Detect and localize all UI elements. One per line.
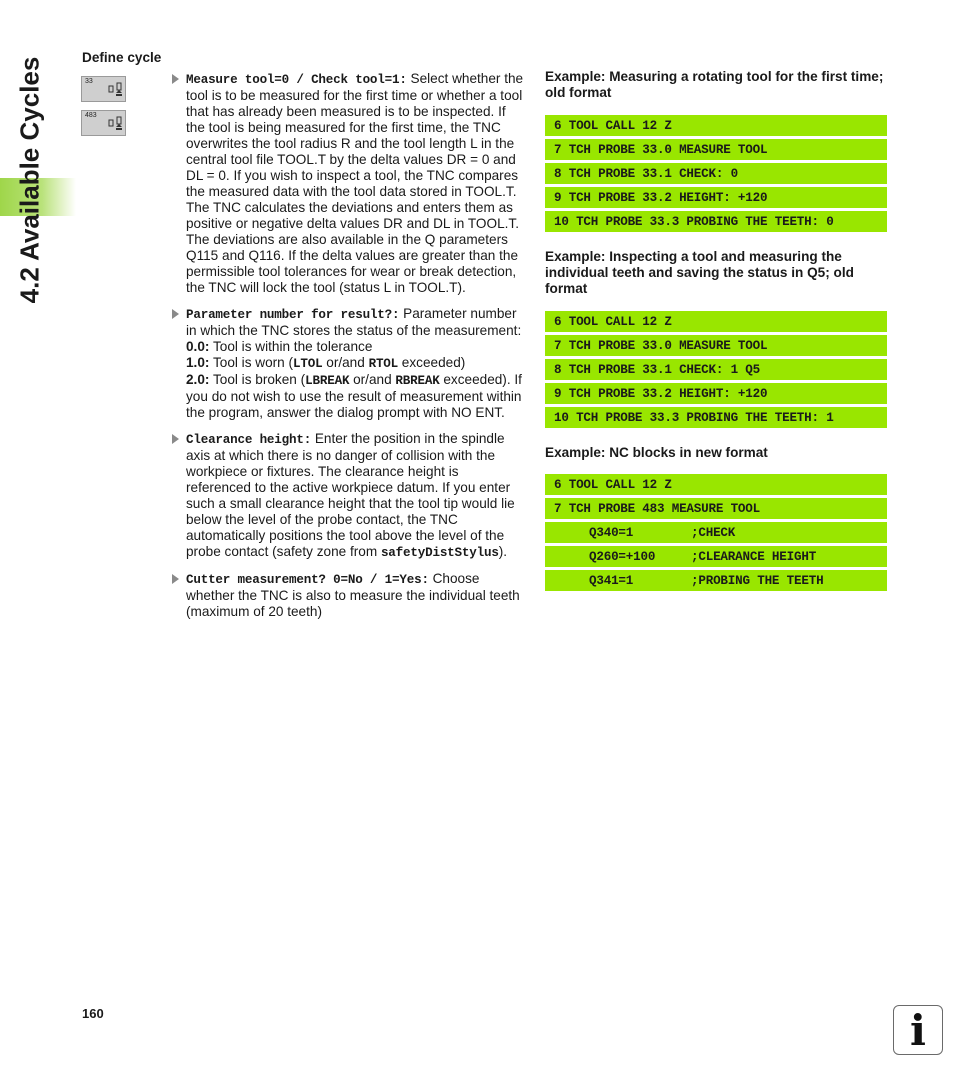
code-block-example-3 bbox=[545, 474, 887, 594]
param-clearance-height: Clearance height: Enter the position in the spindle axis at which there is no danger of collision with the workpiece or fixtures. The clearance height is referenced to the active workpiece datum. If you enter such a small clearance height that the tool tip would lie below the level of the probe contact, the TNC automatically positions the tool above the level of the probe contact (safety zone from safetyDistStylus). bbox=[172, 431, 524, 561]
example-heading: Example: Inspecting a tool and measuring the individual teeth and saving the status in Q5; old format bbox=[545, 249, 854, 296]
param-description: Enter the position in the spindle axis at which there is no danger of collision with the workpiece or fixtures. The clearance height is referenced to the active workpiece datum. If you enter such a small clearance height that the tool tip would lie below the level of the probe contact, the TNC automatically positions the tool above the level of the probe contact (safety zone from bbox=[186, 431, 515, 559]
cycle-33-softkey bbox=[81, 76, 126, 102]
tool-probe-cycle-icon bbox=[108, 116, 124, 132]
param-description: Parameter number in which the TNC stores the status of the measurement: bbox=[186, 306, 522, 338]
param-result bbox=[172, 306, 524, 421]
nc-block-line: 8 TCH PROBE 33.1 CHECK: 1 Q5 bbox=[545, 359, 887, 380]
nc-block-line: 7 TCH PROBE 483 MEASURE TOOL bbox=[545, 498, 887, 519]
code-block-example-2 bbox=[545, 311, 887, 431]
nc-block-line: 6 TOOL CALL 12 Z bbox=[545, 474, 887, 495]
tool-probe-cycle-icon bbox=[108, 82, 124, 98]
nc-block-line: 7 TCH PROBE 33.0 MEASURE TOOL bbox=[545, 335, 887, 356]
cycle-number: 33 bbox=[85, 78, 93, 85]
section-title: Define cycle bbox=[82, 50, 162, 65]
example-heading: Example: Measuring a rotating tool for the first time; old format bbox=[545, 69, 884, 100]
nc-block-line: 6 TOOL CALL 12 Z bbox=[545, 115, 887, 136]
nc-block-line: 6 TOOL CALL 12 Z bbox=[545, 311, 887, 332]
info-icon: i bbox=[893, 1005, 943, 1055]
status-0: 0.0: Tool is within the tolerance bbox=[186, 339, 373, 354]
nc-param-line: Q341=1 ;PROBING THE TEETH bbox=[545, 570, 887, 591]
parameter-descriptions bbox=[172, 71, 524, 630]
nc-param-line: Q260=+100 ;CLEARANCE HEIGHT bbox=[545, 546, 887, 567]
nc-block-line: 9 TCH PROBE 33.2 HEIGHT: +120 bbox=[545, 383, 887, 404]
status-1: 1.0: Tool is worn (LTOL or/and RTOL exceeded) bbox=[186, 355, 466, 371]
nc-param-line: Q340=1 ;CHECK bbox=[545, 522, 887, 543]
nc-block-line: 10 TCH PROBE 33.3 PROBING THE TEETH: 1 bbox=[545, 407, 887, 428]
code-block-example-1 bbox=[545, 115, 887, 235]
page-number: 160 bbox=[82, 1006, 104, 1021]
param-label: Clearance height: bbox=[186, 433, 312, 447]
nc-block-line: 7 TCH PROBE 33.0 MEASURE TOOL bbox=[545, 139, 887, 160]
param-label: Cutter measurement? 0=No / 1=Yes: bbox=[186, 573, 429, 587]
triangle-bullet-icon bbox=[172, 74, 179, 84]
param-code: safetyDistStylus bbox=[380, 546, 499, 560]
chapter-title: 4.2 Available Cycles bbox=[14, 56, 45, 304]
status-2: 2.0: Tool is broken (LBREAK or/and RBREAK exceeded). If you do not wish to use the result of measurement within the program, answer the dialog prompt with NO ENT. bbox=[186, 372, 522, 420]
cycle-number: 483 bbox=[85, 112, 97, 119]
triangle-bullet-icon bbox=[172, 309, 179, 319]
param-description: Select whether the tool is to be measured for the first time or whether a tool that has already been measured is to be inspected. If the tool is being measured for the first time, the TNC overwrites the tool radius R and the tool length L in the central tool file TOOL.T by the delta values DR = 0 and DL = 0. If you wish to inspect a tool, the TNC compares the measured data with the tool data stored in TOOL.T. The TNC calculates the deviations and enters them as positive or negative delta values DR and DL in TOOL.T. The deviations are also available in the Q parameters Q115 and Q116. If the delta values are greater than the permissible tool tolerances for wear or break detection, the TNC will lock the tool (status L in TOOL.T). bbox=[186, 71, 524, 295]
triangle-bullet-icon bbox=[172, 434, 179, 444]
param-measure-tool bbox=[172, 71, 524, 296]
nc-block-line: 10 TCH PROBE 33.3 PROBING THE TEETH: 0 bbox=[545, 211, 887, 232]
example-heading: Example: NC blocks in new format bbox=[545, 445, 768, 460]
param-label: Parameter number for result?: bbox=[186, 308, 400, 322]
param-description: Choose whether the TNC is also to measure the individual teeth (maximum of 20 teeth) bbox=[186, 571, 520, 619]
param-label: Measure tool=0 / Check tool=1: bbox=[186, 73, 407, 87]
triangle-bullet-icon bbox=[172, 574, 179, 584]
nc-block-line: 8 TCH PROBE 33.1 CHECK: 0 bbox=[545, 163, 887, 184]
nc-block-line: 9 TCH PROBE 33.2 HEIGHT: +120 bbox=[545, 187, 887, 208]
param-cutter-measurement bbox=[172, 571, 524, 620]
cycle-483-softkey bbox=[81, 110, 126, 136]
